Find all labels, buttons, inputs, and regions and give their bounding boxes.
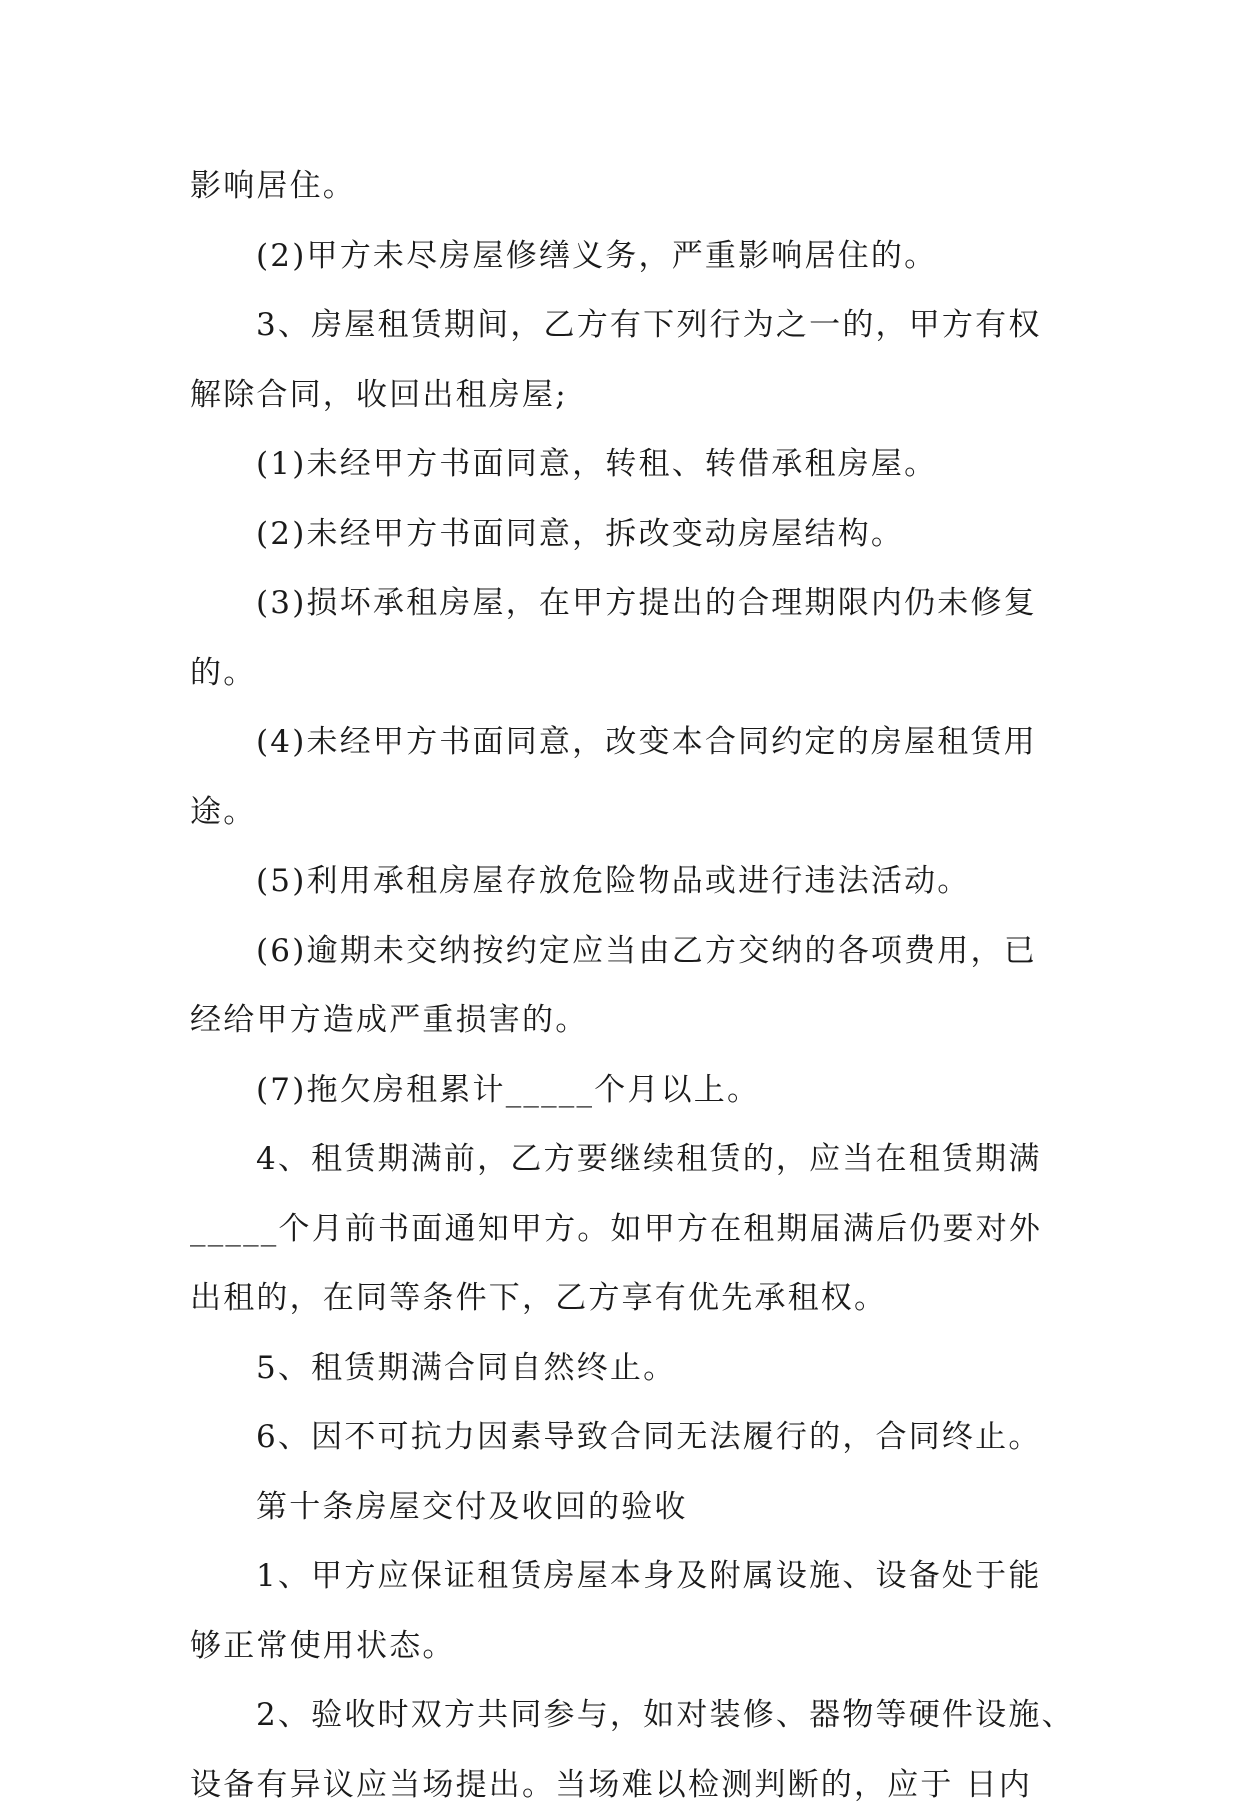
text-line: 影响居住。	[190, 152, 1070, 222]
text-line: 解除合同，收回出租房屋;	[190, 361, 1070, 431]
text-line: 4、租赁期满前，乙方要继续租赁的，应当在租赁期满	[190, 1125, 1070, 1195]
text-line: 途。	[190, 778, 1070, 848]
text-line: 经给甲方造成严重损害的。	[190, 986, 1070, 1056]
document-body	[190, 152, 1070, 1820]
text-line: (6)逾期未交纳按约定应当由乙方交纳的各项费用，已	[190, 917, 1070, 987]
text-line: 出租的，在同等条件下，乙方享有优先承租权。	[190, 1264, 1070, 1334]
text-line: (7)拖欠房租累计_____个月以上。	[190, 1056, 1070, 1126]
text-line: (3)损坏承租房屋，在甲方提出的合理期限内仍未修复	[190, 569, 1070, 639]
text-line: 5、租赁期满合同自然终止。	[190, 1334, 1070, 1404]
text-line: _____个月前书面通知甲方。如甲方在租期届满后仍要对外	[190, 1195, 1070, 1265]
text-line: (4)未经甲方书面同意，改变本合同约定的房屋租赁用	[190, 708, 1070, 778]
text-line: (1)未经甲方书面同意，转租、转借承租房屋。	[190, 430, 1070, 500]
text-line: 1、甲方应保证租赁房屋本身及附属设施、设备处于能	[190, 1542, 1070, 1612]
text-line: (2)甲方未尽房屋修缮义务，严重影响居住的。	[190, 222, 1070, 292]
text-line: 设备有异议应当场提出。当场难以检测判断的，应于 日内	[190, 1751, 1070, 1820]
text-line: (5)利用承租房屋存放危险物品或进行违法活动。	[190, 847, 1070, 917]
section-heading: 第十条房屋交付及收回的验收	[190, 1473, 1070, 1543]
text-line: 的。	[190, 639, 1070, 709]
text-line: 6、因不可抗力因素导致合同无法履行的，合同终止。	[190, 1403, 1070, 1473]
text-line: 2、验收时双方共同参与，如对装修、器物等硬件设施、	[190, 1681, 1070, 1751]
text-line: 够正常使用状态。	[190, 1612, 1070, 1682]
text-line: (2)未经甲方书面同意，拆改变动房屋结构。	[190, 500, 1070, 570]
text-line: 3、房屋租赁期间，乙方有下列行为之一的，甲方有权	[190, 291, 1070, 361]
